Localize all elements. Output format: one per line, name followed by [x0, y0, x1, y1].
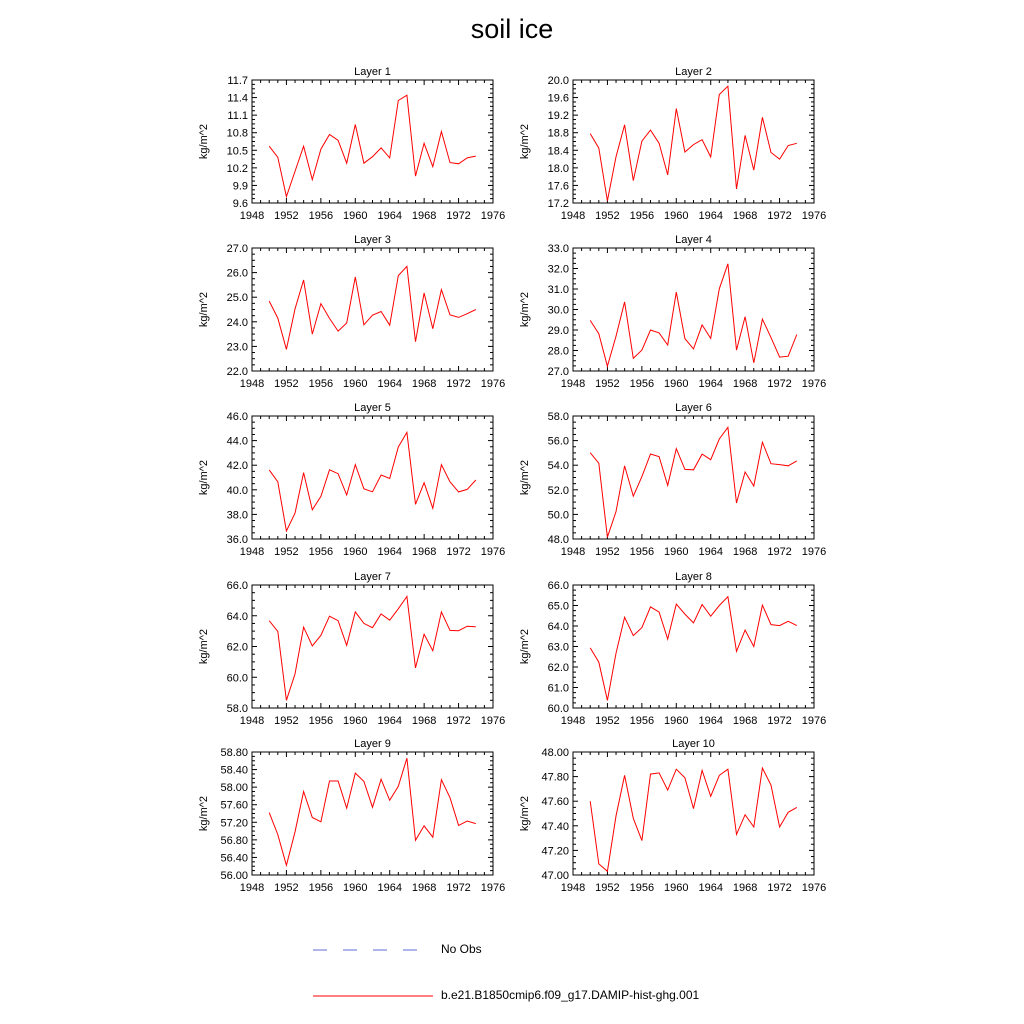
plot-frame	[573, 416, 814, 539]
y-tick-label: 36.0	[226, 534, 248, 546]
x-tick-label: 1960	[343, 378, 368, 390]
y-tick-label: 27.0	[547, 366, 569, 378]
x-tick-label: 1968	[411, 378, 437, 390]
x-tick-label: 1968	[732, 715, 758, 727]
x-tick-label: 1960	[664, 546, 689, 558]
y-tick-label: 10.5	[226, 145, 248, 158]
y-tick-label: 26.0	[226, 267, 248, 280]
y-tick-label: 22.0	[226, 366, 248, 378]
y-tick-label: 23.0	[226, 341, 248, 354]
y-axis-label: kg/m^2	[519, 628, 531, 665]
y-tick-label: 62.0	[547, 662, 569, 674]
panel-title: Layer 4	[675, 234, 712, 246]
x-tick-label: 1960	[343, 715, 368, 727]
y-tick-label: 61.0	[547, 682, 569, 695]
y-tick-label: 27.0	[226, 243, 248, 255]
y-tick-label: 47.20	[541, 845, 569, 858]
x-tick-label: 1972	[446, 882, 471, 894]
x-tick-label: 1948	[560, 546, 586, 558]
y-axis-label: kg/m^2	[519, 123, 531, 160]
y-tick-label: 56.00	[220, 870, 248, 882]
series-line	[590, 768, 797, 871]
y-tick-label: 60.0	[226, 672, 248, 685]
plot-frame	[252, 416, 493, 539]
x-tick-label: 1972	[767, 378, 792, 390]
series-line	[269, 597, 476, 701]
x-tick-label: 1964	[698, 210, 723, 222]
panel-title: Layer 3	[354, 234, 391, 246]
plot-frame	[252, 80, 493, 203]
x-tick-label: 1948	[560, 210, 586, 222]
y-tick-label: 31.0	[547, 284, 569, 296]
y-tick-label: 58.40	[220, 764, 248, 777]
series-line	[269, 266, 476, 349]
panel-title: Layer 6	[675, 402, 712, 414]
x-tick-label: 1960	[664, 715, 689, 727]
x-tick-label: 1948	[560, 378, 586, 390]
y-tick-label: 57.60	[220, 799, 248, 812]
y-tick-label: 48.00	[541, 747, 569, 759]
y-axis-label: kg/m^2	[198, 795, 210, 832]
x-tick-label: 1956	[308, 546, 334, 558]
legend-obs-label: No Obs	[441, 942, 482, 956]
layer-panel-3	[198, 234, 505, 390]
y-tick-label: 56.40	[220, 852, 248, 865]
x-tick-label: 1952	[595, 546, 620, 558]
y-axis-label: kg/m^2	[198, 123, 210, 160]
x-tick-label: 1952	[595, 378, 620, 390]
series-line	[590, 427, 797, 537]
x-tick-label: 1972	[767, 210, 792, 222]
x-tick-label: 1960	[343, 882, 368, 894]
panel-title: Layer 9	[354, 738, 391, 750]
plot-frame	[252, 585, 493, 708]
layer-panel-1	[198, 66, 505, 222]
layer-panel-9	[198, 738, 505, 894]
series-line	[590, 86, 797, 201]
y-tick-label: 48.0	[547, 534, 569, 546]
x-tick-label: 1976	[801, 378, 827, 390]
y-tick-label: 29.0	[547, 325, 569, 337]
x-tick-label: 1968	[411, 882, 437, 894]
y-tick-label: 17.6	[547, 180, 569, 193]
y-tick-label: 65.0	[547, 600, 569, 613]
x-tick-label: 1952	[274, 546, 299, 558]
legend-model-label: b.e21.B1850cmip6.f09_g17.DAMIP-hist-ghg.001	[441, 988, 700, 1002]
x-tick-label: 1976	[801, 882, 827, 894]
x-tick-label: 1948	[239, 715, 265, 727]
y-axis-label: kg/m^2	[519, 459, 531, 496]
x-tick-label: 1948	[239, 378, 265, 390]
y-tick-label: 52.0	[547, 484, 569, 497]
y-tick-label: 30.0	[547, 304, 569, 317]
y-tick-label: 58.00	[220, 782, 248, 795]
x-tick-label: 1956	[629, 210, 655, 222]
x-tick-label: 1952	[595, 882, 620, 894]
y-tick-label: 19.6	[547, 92, 569, 105]
layer-panel-8	[519, 571, 826, 727]
y-tick-label: 25.0	[226, 292, 248, 305]
y-tick-label: 17.2	[547, 198, 569, 210]
x-tick-label: 1960	[343, 210, 368, 222]
plot-frame	[573, 752, 814, 875]
x-tick-label: 1972	[446, 715, 471, 727]
y-axis-label: kg/m^2	[198, 459, 210, 496]
y-tick-label: 33.0	[547, 243, 569, 255]
y-tick-label: 18.8	[547, 127, 569, 140]
y-tick-label: 47.00	[541, 870, 569, 882]
x-tick-label: 1968	[411, 546, 437, 558]
x-tick-label: 1968	[732, 882, 758, 894]
x-tick-label: 1968	[732, 210, 758, 222]
y-tick-label: 62.0	[226, 641, 248, 654]
y-tick-label: 10.8	[226, 127, 248, 140]
y-tick-label: 11.7	[227, 75, 248, 87]
y-tick-label: 47.40	[541, 820, 569, 833]
y-tick-label: 38.0	[226, 509, 248, 522]
y-axis-label: kg/m^2	[519, 795, 531, 832]
y-tick-label: 58.80	[220, 747, 248, 759]
y-axis-label: kg/m^2	[198, 291, 210, 328]
x-tick-label: 1976	[480, 882, 506, 894]
x-tick-label: 1956	[308, 882, 334, 894]
y-tick-label: 47.80	[541, 771, 569, 784]
x-tick-label: 1976	[801, 715, 827, 727]
y-tick-label: 64.0	[547, 621, 569, 633]
y-tick-label: 24.0	[226, 316, 248, 329]
y-tick-label: 40.0	[226, 484, 248, 497]
series-line	[269, 758, 476, 865]
y-tick-label: 47.60	[541, 796, 569, 809]
x-tick-label: 1952	[274, 882, 299, 894]
x-tick-label: 1956	[629, 882, 655, 894]
y-tick-label: 9.9	[232, 180, 248, 193]
y-tick-label: 20.0	[547, 75, 569, 87]
plot-frame	[252, 248, 493, 371]
x-tick-label: 1976	[801, 546, 827, 558]
x-tick-label: 1948	[239, 546, 265, 558]
x-tick-label: 1960	[343, 546, 368, 558]
y-tick-label: 66.0	[547, 580, 569, 592]
x-tick-label: 1952	[274, 210, 299, 222]
x-tick-label: 1952	[595, 210, 620, 222]
x-tick-label: 1976	[480, 210, 506, 222]
y-tick-label: 42.0	[226, 460, 248, 473]
y-tick-label: 32.0	[547, 263, 569, 276]
series-line	[590, 597, 797, 701]
y-tick-label: 64.0	[226, 610, 248, 623]
y-tick-label: 50.0	[547, 509, 569, 522]
panel-title: Layer 2	[675, 66, 712, 78]
y-axis-label: kg/m^2	[198, 628, 210, 665]
x-tick-label: 1964	[698, 882, 723, 894]
x-tick-label: 1960	[664, 210, 689, 222]
y-tick-label: 58.0	[226, 703, 248, 715]
x-tick-label: 1952	[274, 715, 299, 727]
x-tick-label: 1956	[629, 378, 655, 390]
x-tick-label: 1964	[377, 546, 402, 558]
y-tick-label: 18.4	[547, 145, 569, 158]
x-tick-label: 1968	[732, 546, 758, 558]
y-tick-label: 63.0	[547, 641, 569, 654]
y-tick-label: 57.20	[220, 817, 248, 830]
y-tick-label: 58.0	[547, 411, 569, 423]
x-tick-label: 1976	[480, 715, 506, 727]
x-tick-label: 1964	[377, 210, 402, 222]
x-tick-label: 1952	[274, 378, 299, 390]
y-tick-label: 9.6	[232, 198, 248, 210]
y-tick-label: 44.0	[226, 435, 248, 448]
layer-panel-2	[519, 66, 826, 222]
x-tick-label: 1964	[698, 378, 723, 390]
panel-title: Layer 5	[354, 402, 391, 414]
y-tick-label: 60.0	[547, 703, 569, 715]
layer-panel-6	[519, 402, 826, 558]
x-tick-label: 1956	[308, 378, 334, 390]
x-tick-label: 1960	[664, 882, 689, 894]
layer-panel-4	[519, 234, 826, 390]
layer-panel-7	[198, 571, 505, 727]
x-tick-label: 1972	[446, 546, 471, 558]
x-tick-label: 1964	[377, 378, 402, 390]
y-tick-label: 19.2	[547, 110, 569, 123]
panel-title: Layer 10	[672, 738, 715, 750]
panel-title: Layer 8	[675, 571, 712, 583]
x-tick-label: 1972	[446, 378, 471, 390]
y-tick-label: 46.0	[226, 411, 248, 423]
plot-frame	[573, 80, 814, 203]
x-tick-label: 1972	[767, 882, 792, 894]
x-tick-label: 1952	[595, 715, 620, 727]
x-tick-label: 1964	[377, 715, 402, 727]
y-tick-label: 54.0	[547, 460, 569, 473]
x-tick-label: 1964	[698, 546, 723, 558]
x-tick-label: 1956	[308, 210, 334, 222]
x-tick-label: 1948	[560, 715, 586, 727]
legend	[313, 950, 433, 996]
y-tick-label: 56.80	[220, 834, 248, 847]
figure-title: soil ice	[470, 14, 554, 44]
x-tick-label: 1968	[732, 378, 758, 390]
series-line	[269, 95, 476, 196]
y-tick-label: 28.0	[547, 345, 569, 358]
y-tick-label: 56.0	[547, 435, 569, 448]
layer-panel-10	[519, 738, 826, 894]
x-tick-label: 1968	[411, 715, 437, 727]
y-tick-label: 11.1	[227, 110, 248, 123]
x-tick-label: 1972	[446, 210, 471, 222]
x-tick-label: 1964	[698, 715, 723, 727]
x-tick-label: 1976	[480, 378, 506, 390]
x-tick-label: 1964	[377, 882, 402, 894]
panel-title: Layer 7	[354, 571, 391, 583]
y-tick-label: 18.0	[547, 162, 569, 175]
x-tick-label: 1956	[308, 715, 334, 727]
x-tick-label: 1948	[239, 210, 265, 222]
series-line	[590, 264, 797, 367]
x-tick-label: 1948	[560, 882, 586, 894]
layer-panel-5	[198, 402, 505, 558]
x-tick-label: 1948	[239, 882, 265, 894]
x-tick-label: 1956	[629, 546, 655, 558]
y-axis-label: kg/m^2	[519, 291, 531, 328]
y-tick-label: 10.2	[226, 162, 248, 175]
x-tick-label: 1956	[629, 715, 655, 727]
y-tick-label: 11.4	[227, 92, 248, 105]
x-tick-label: 1976	[801, 210, 827, 222]
x-tick-label: 1972	[767, 546, 792, 558]
x-tick-label: 1960	[664, 378, 689, 390]
x-tick-label: 1972	[767, 715, 792, 727]
panel-title: Layer 1	[354, 66, 391, 78]
y-tick-label: 66.0	[226, 580, 248, 592]
series-line	[269, 432, 476, 531]
x-tick-label: 1976	[480, 546, 506, 558]
x-tick-label: 1968	[411, 210, 437, 222]
